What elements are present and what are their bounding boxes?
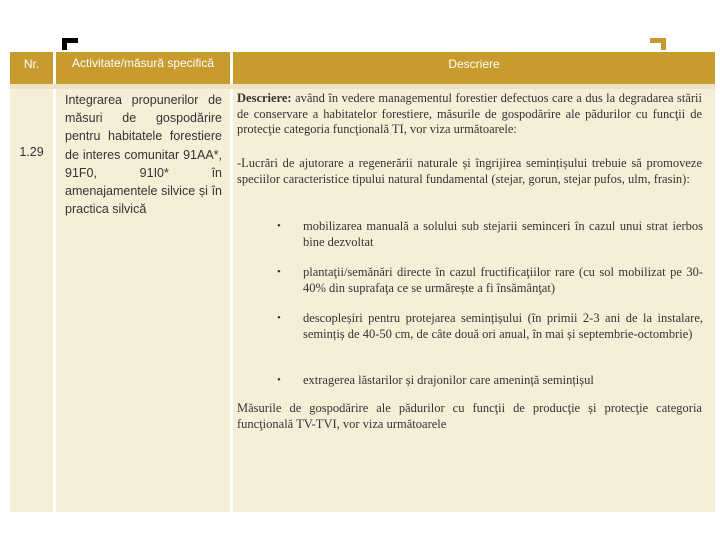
list-item [277, 219, 703, 250]
header-description: Descriere [233, 52, 715, 84]
description-intro [237, 91, 702, 138]
description-intro-label: Descriere: [237, 91, 292, 105]
row-number-cell [10, 89, 53, 512]
description-cell [233, 89, 715, 512]
description-intro-text: având în vedere managementul forestier defectuos care a dus la degradarea stării de conservare a habitatelor forestiere, măsurile de gospodărire ale pădurilor cu funcţii de protecţie categoria funcţională TI, vor viza următoarele: [237, 91, 702, 137]
header-nr: Nr. [10, 52, 53, 84]
description-paragraph-2: -Lucrări de ajutorare a regenerării naturale și îngrijirea semințișului trebuie să promoveze speciilor caracteristice tipului natural fundamental (stejar, gorun, stejar pufos, ulm, frasin): [237, 156, 702, 186]
bullet-icon: • [277, 220, 281, 232]
bullet-icon: • [277, 312, 281, 324]
activity-cell [56, 89, 230, 512]
list-item [277, 311, 703, 342]
header-activity: Activitate/măsură specifică [56, 52, 230, 84]
bullet-text: plantaţii/semănări directe în cazul fructificaţiilor rare (cu sol mobilizat pe 30-40% din suprafaţa ce se urmărește a fi însămânţat) [303, 265, 703, 295]
bullet-icon: • [277, 266, 281, 278]
bullet-text: mobilizarea manuală a solului sub stejarii seminceri în cazul unui strat ierbos bine dezvoltat [303, 219, 703, 249]
description-closing: Măsurile de gospodărire ale pădurilor cu funcţii de producţie și protecţie categoria funcţională TV-TVI, vor viza următoarele [237, 401, 702, 431]
bullet-icon: • [277, 374, 281, 386]
bullet-text: descopleșiri pentru protejarea semințișului (în primii 2-3 ani de la instalare, semințiș de 40-50 cm, de câte două ori anual, în mai și septembrie-octombrie) [303, 311, 703, 341]
row-number: 1.29 [19, 145, 44, 159]
list-item [277, 265, 703, 296]
bullet-text: extragerea lăstarilor și drajonilor care amenință semințișul [303, 373, 594, 387]
list-item [277, 373, 703, 389]
measures-table [10, 52, 715, 512]
activity-text: Integrarea propunerilor de măsuri de gospodărire pentru habitatele forestiere de interes comunitar 91AA*, 91F0, 91I0* în amenajamentele silvice și în practica silvică [65, 93, 222, 217]
